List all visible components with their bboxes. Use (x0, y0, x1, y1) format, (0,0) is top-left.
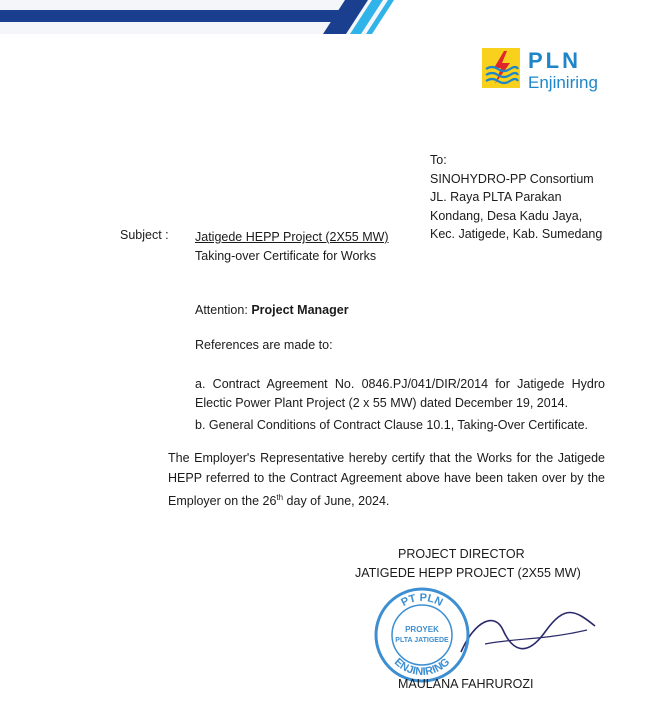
handwritten-signature (455, 600, 605, 673)
attention-value: Project Manager (251, 303, 349, 317)
date-ordinal: th (276, 493, 284, 502)
svg-text:PT PLN (399, 592, 444, 609)
logo-subbrand-text: Enjiniring (528, 73, 598, 92)
recipient-line: JL. Raya PLTA Parakan (430, 190, 562, 204)
reference-item-a: a. Contract Agreement No. 0846.PJ/041/DIR/2014 for Jatigede Hydro Electic Power Plant Project (2 x 55 MW) dated December 19, 2014. (195, 377, 605, 410)
recipient-line: SINOHYDRO-PP Consortium (430, 171, 594, 186)
signatory-title: PROJECT DIRECTOR (398, 547, 525, 561)
signatory-name: MAULANA FAHRUROZI (398, 677, 534, 691)
stamp-top-text: PT PLN (399, 591, 445, 609)
attention-label: Attention: (195, 303, 248, 317)
references-intro: References are made to: (195, 338, 333, 352)
recipient-line: Kondang, Desa Kadu Jaya, (430, 208, 583, 223)
official-stamp (372, 585, 472, 688)
reference-item-b: b. General Conditions of Contract Clause 10.1, Taking-Over Certificate. (195, 418, 589, 432)
header-stripes-graphic (0, 0, 647, 34)
to-label: To: (430, 153, 447, 167)
certification-paragraph (168, 448, 605, 511)
recipient-block (430, 151, 602, 244)
subject-label: Subject : (120, 228, 169, 242)
attention-line (195, 303, 349, 317)
subject-line-project: Jatigede HEPP Project (2X55 MW) (195, 230, 389, 244)
pln-enjiniring-logo (480, 46, 630, 99)
recipient-line: Kec. Jatigede, Kab. Sumedang (430, 227, 603, 241)
certification-date-text: day of June, 2024. (283, 494, 390, 509)
header-band (0, 0, 647, 34)
signatory-subtitle: JATIGEDE HEPP PROJECT (2X55 MW) (355, 566, 581, 580)
logo-brand-text: PLN (528, 48, 581, 73)
stamp-middle-text: PROYEK (405, 625, 439, 634)
certification-text: The Employer's Representative hereby certify that the Works for the Jatigede HEPP referred to the Contract Agreement above have been taken over by the Employer on the 26 (168, 451, 605, 509)
stamp-bottom-text: ENJINIRING (391, 656, 453, 679)
stamp-seal-icon (372, 585, 472, 685)
pln-lightning-logo-icon (482, 48, 520, 88)
subject-line-title: Taking-over Certificate for Works (195, 249, 377, 263)
subject-block (195, 228, 389, 266)
stamp-middle-text: PLTA JATIGEDE (395, 637, 449, 644)
